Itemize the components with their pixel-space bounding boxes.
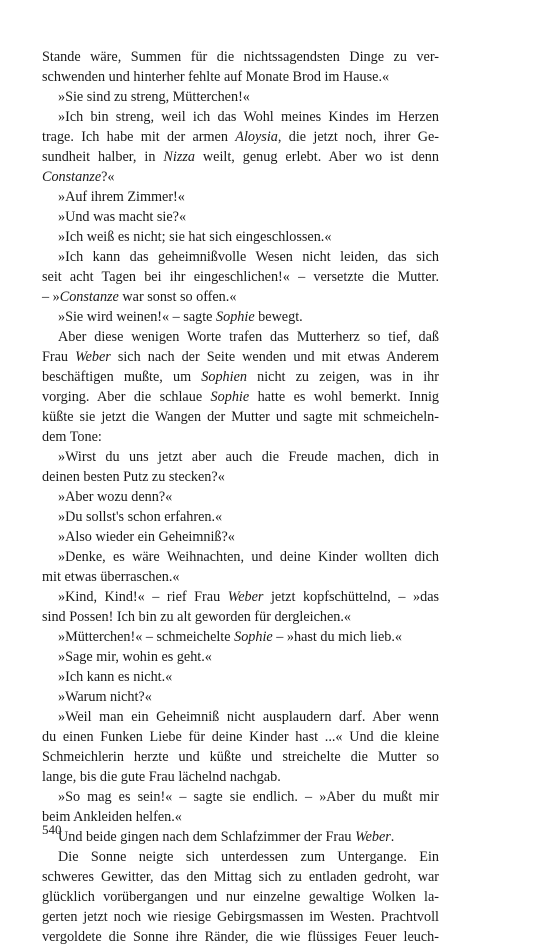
text-line: beschäftigen mußte, um Sophien nicht zu zeigen, was in ihr xyxy=(42,369,439,385)
text-line: »Ich kann es nicht.« xyxy=(58,669,173,685)
text-line: Stande wäre, Summen für die nichtssagendsten Dinge zu ver- xyxy=(42,49,439,65)
text-line: »Kind, Kind!« – rief Frau Weber jetzt kopfschüttelnd, – »das xyxy=(58,589,440,605)
text-line: küßte sie jetzt die Wangen der Mutter und sagte mit schmeicheln- xyxy=(42,409,439,425)
text-line: beim Ankleiden helfen.« xyxy=(42,809,182,825)
text-line: glücklich vorübergangen und nur einzelne gewaltige Wolken la- xyxy=(42,889,439,905)
text-line: – »Constanze war sonst so offen.« xyxy=(42,289,237,305)
text-line: schwenden und hinterher fehlte auf Monate Brod im Hause.« xyxy=(42,69,390,85)
text-line: gerten jetzt noch wie riesige Gebirgsmassen im Westen. Prachtvoll xyxy=(42,909,439,925)
text-line: »Aber wozu denn?« xyxy=(58,489,173,505)
text-line: »Und was macht sie?« xyxy=(58,209,187,225)
text-line: »Wirst du uns jetzt aber auch die Freude machen, dich in xyxy=(58,449,439,465)
text-line: Frau Weber sich nach der Seite wenden und mit etwas Anderem xyxy=(42,349,439,365)
text-line: Aber diese wenigen Worte trafen das Mutterherz so tief, daß xyxy=(58,329,439,345)
text-line: schweres Gewitter, das den Mittag sich zu entladen gedroht, war xyxy=(42,869,439,885)
text-line: »Sage mir, wohin es geht.« xyxy=(58,649,212,665)
text-line: Schmeichlerin herzte und küßte und streichelte die Mutter so xyxy=(42,749,439,765)
text-line: »Auf ihrem Zimmer!« xyxy=(58,189,185,205)
text-line: vorging. Aber die schlaue Sophie hatte es wohl bemerkt. Innig xyxy=(42,389,439,405)
text-line: dem Tone: xyxy=(42,429,102,445)
text-line: »Ich kann das geheimnißvolle Wesen nicht leiden, das sich xyxy=(58,249,439,265)
text-line: deinen besten Putz zu stecken?« xyxy=(42,469,225,485)
text-line: seit acht Tagen bei ihr eingeschlichen!« – versetzte die Mutter. xyxy=(42,269,439,285)
body-text xyxy=(42,47,439,947)
text-line: »Weil man ein Geheimniß nicht ausplaudern darf. Aber wenn xyxy=(58,709,439,725)
text-line: »Denke, es wäre Weihnachten, und deine Kinder wollten dich xyxy=(58,549,439,565)
page-number: 540 xyxy=(42,822,62,837)
text-line: »So mag es sein!« – sagte sie endlich. – »Aber du mußt mir xyxy=(58,789,439,805)
text-line: du einen Funken Liebe für deine Kinder hast ...« Und die kleine xyxy=(42,729,439,745)
text-line: sundheit halber, in Nizza weilt, genug erlebt. Aber wo ist denn xyxy=(42,149,439,165)
text-line: »Ich bin streng, weil ich das Wohl meines Kindes im Herzen xyxy=(58,109,439,125)
text-line: »Sie wird weinen!« – sagte Sophie bewegt. xyxy=(58,309,303,325)
text-line: »Ich weiß es nicht; sie hat sich eingeschlossen.« xyxy=(58,229,332,245)
text-line: »Mütterchen!« – schmeichelte Sophie – »hast du mich lieb.« xyxy=(58,629,402,645)
text-line: mit etwas überraschen.« xyxy=(42,569,180,585)
text-line: »Du sollst's schon erfahren.« xyxy=(58,509,223,525)
text-line: trage. Ich habe mit der armen Aloysia, die jetzt noch, ihrer Ge- xyxy=(42,129,440,145)
text-line: Die Sonne neigte sich unterdessen zum Untergange. Ein xyxy=(58,849,439,865)
text-line: sind Possen! Ich bin zu alt geworden für dergleichen.« xyxy=(42,609,352,625)
text-line: »Also wieder ein Geheimniß?« xyxy=(58,529,235,545)
text-line: Und beide gingen nach dem Schlafzimmer der Frau Weber. xyxy=(58,829,395,845)
text-line: lange, bis die gute Frau lächelnd nachgab. xyxy=(42,769,281,785)
text-line: vergoldete die Sonne ihre Ränder, die wie flüssiges Feuer leuch- xyxy=(42,929,439,945)
text-line: »Warum nicht?« xyxy=(58,689,152,705)
text-line: »Sie sind zu streng, Mütterchen!« xyxy=(58,89,250,105)
text-line: Constanze?« xyxy=(42,169,115,185)
